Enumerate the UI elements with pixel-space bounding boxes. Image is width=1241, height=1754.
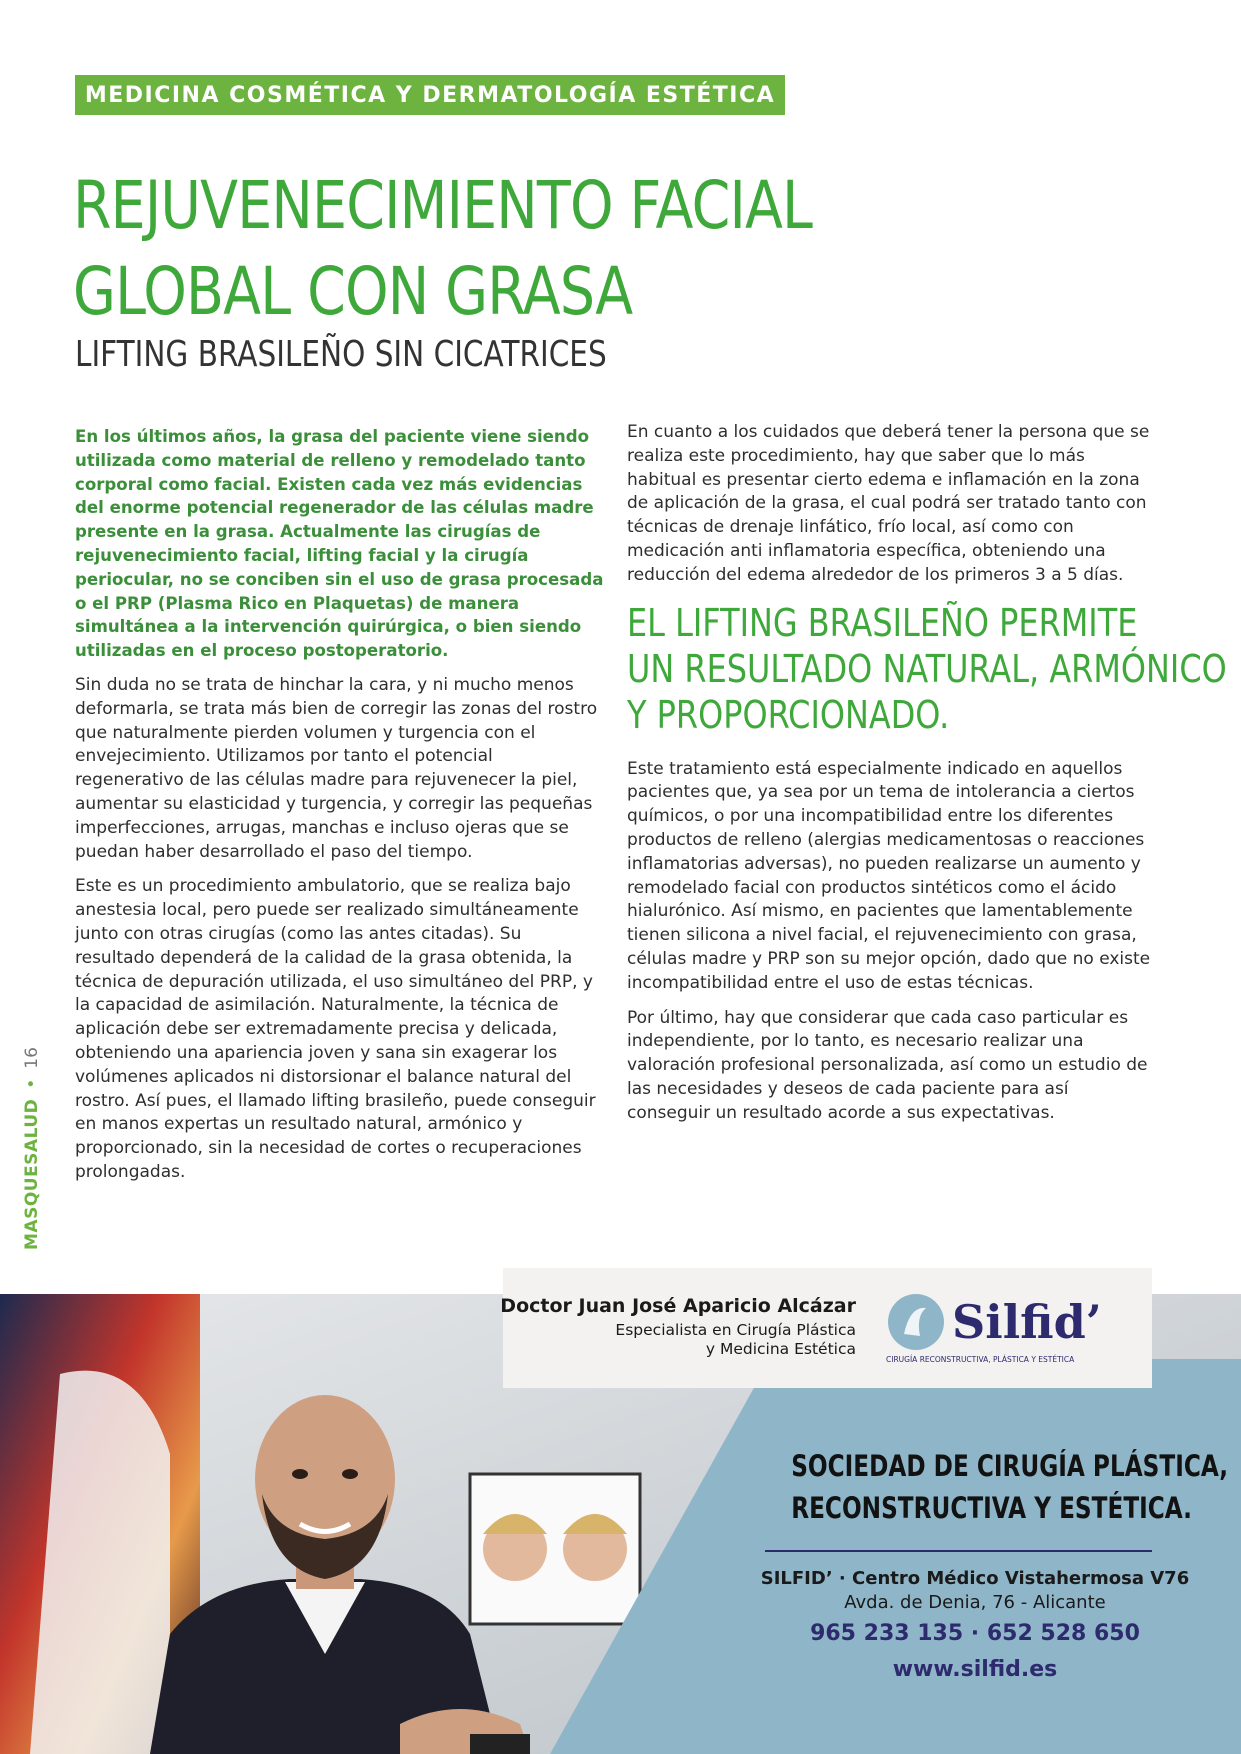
title-line-1: REJUVENECIMIENTO FACIAL xyxy=(73,167,813,244)
clinic-address: Avda. de Denia, 76 - Alicante xyxy=(844,1592,1106,1613)
right-column xyxy=(627,421,1227,1137)
lead-paragraph: En los últimos años, la grasa del paciente viene siendo utilizada como material de relleno y remodelado tanto corporal como facial. Existen cada vez más evidencias del enorme potencial regenerador de las células madre presente en la grasa. Actualmente las cirugías de rejuvenecimiento facial, lifting facial y la cirugía periocular, no se conciben sin el uso de grasa procesada o el PRP (Plasma Rico en Plaquetas) de manera simultánea a la intervención quirúrgica, o bien siendo utilizadas en el proceso postoperatorio. xyxy=(75,427,604,661)
doctor-card xyxy=(500,1268,1152,1388)
page-number: 16 xyxy=(22,1047,42,1069)
doctor-name: Doctor Juan José Aparicio Alcázar xyxy=(500,1295,856,1317)
separator-dot: • xyxy=(22,1078,42,1089)
phone-numbers: 965 233 135 · 652 528 650 xyxy=(810,1621,1140,1646)
doctor-specialty xyxy=(615,1321,856,1359)
body-paragraph: Por último, hay que considerar que cada caso particular es independiente, por lo tanto, es necesario realizar una valoración profesional personalizada, así como un estudio de las necesidades y deseos de cada paciente para así conseguir un resultado acorde a sus expectativas. xyxy=(627,1007,1148,1123)
contact-block xyxy=(700,1566,1241,1687)
title-line-2: GLOBAL CON GRASA xyxy=(73,253,633,330)
society-name xyxy=(700,1445,1229,1529)
divider-rule xyxy=(765,1550,1152,1552)
pull-quote xyxy=(627,600,1227,738)
magazine-name: MASQUESALUD xyxy=(22,1098,42,1250)
body-paragraph: Este tratamiento está especialmente indicado en aquellos pacientes que, ya sea por un tema de intolerancia a ciertos químicos, o por una incompatibilidad entre los diferentes productos de relleno (alergias medicamentosas o reacciones inflamatorias adversas), no pueden realizarse un aumento y remodelado facial con productos sintéticos como el ácido hialurónico. Así mismo, en pacientes que lamentablemente tienen silicona a nivel facial, el rejuvenecimiento con grasa, células madre y PRP son su mejor opción, dado que no existe incompatibilidad entre el uso de estas técnicas. xyxy=(627,758,1151,993)
society-line: SOCIEDAD DE CIRUGÍA PLÁSTICA, xyxy=(791,1449,1229,1483)
pull-quote-line: UN RESULTADO NATURAL, ARMÓNICO xyxy=(627,646,1227,691)
website-link[interactable]: www.silfid.es xyxy=(892,1657,1058,1682)
page-footer-label xyxy=(22,1047,42,1250)
silfid-logo xyxy=(886,1286,1126,1366)
doctor-role-line: y Medicina Estética xyxy=(705,1340,856,1358)
society-line: RECONSTRUCTIVA Y ESTÉTICA. xyxy=(791,1491,1193,1525)
clinic-location: SILFID’ · Centro Médico Vistahermosa V76 xyxy=(760,1568,1190,1589)
body-paragraph: Este es un procedimiento ambulatorio, que se realiza bajo anestesia local, pero puede ser realizado simultáneamente junto con otras cirugías (como las antes citadas). Su resultado dependerá de la calidad de la grasa obtenida, la técnica de depuración utilizada, el uso simultáneo del PRP, y la capacidad de asimilación. Naturalmente, la técnica de aplicación debe ser extremadamente precisa y delicada, obteniendo una apariencia joven y sana sin exagerar los volúmenes aplicados ni distorsionar el balance natural del rostro. Así pues, el llamado lifting brasileño, puede conseguir en manos expertas un resultado natural, armónico y proporcionado, sin la necesidad de cortes o recuperaciones prolongadas. xyxy=(75,876,596,1182)
section-label: MEDICINA COSMÉTICA Y DERMATOLOGÍA ESTÉTICA xyxy=(75,75,785,115)
article-title xyxy=(73,163,813,335)
pull-quote-line: EL LIFTING BRASILEÑO PERMITE xyxy=(627,600,1138,645)
article-subtitle: LIFTING BRASILEÑO SIN CICATRICES xyxy=(75,334,607,375)
logo-wordmark: Silfid’ xyxy=(952,1295,1102,1349)
pull-quote-line: Y PROPORCIONADO. xyxy=(627,692,950,737)
body-paragraph: Sin duda no se trata de hinchar la cara, y ni mucho menos deformarla, se trata más bien de corregir las zonas del rostro que naturalmente pierden volumen y turgencia con el envejecimiento. Utilizamos por tanto el potencial regenerativo de las células madre para rejuvenecer la piel, aumentar su elasticidad y turgencia, y corregir las pequeñas imperfecciones, arrugas, manchas e incluso ojeras que se puedan haber desarrollado el paso del tiempo. xyxy=(75,674,598,862)
doctor-role-line: Especialista en Cirugía Plástica xyxy=(615,1321,856,1339)
left-column xyxy=(75,425,605,1196)
body-paragraph: En cuanto a los cuidados que deberá tener la persona que se realiza este procedimiento, hay que saber que lo más habitual es presentar cierto edema e inflamación en la zona de aplicación de la grasa, el cual podrá ser tratado tanto con técnicas de drenaje linfático, frío local, así como con medicación anti inflamatoria específica, obteniendo una reducción del edema alrededor de los primeros 3 a 5 días. xyxy=(627,422,1150,585)
logo-tagline: CIRUGÍA RECONSTRUCTIVA, PLÁSTICA Y ESTÉTICA xyxy=(886,1355,1075,1364)
